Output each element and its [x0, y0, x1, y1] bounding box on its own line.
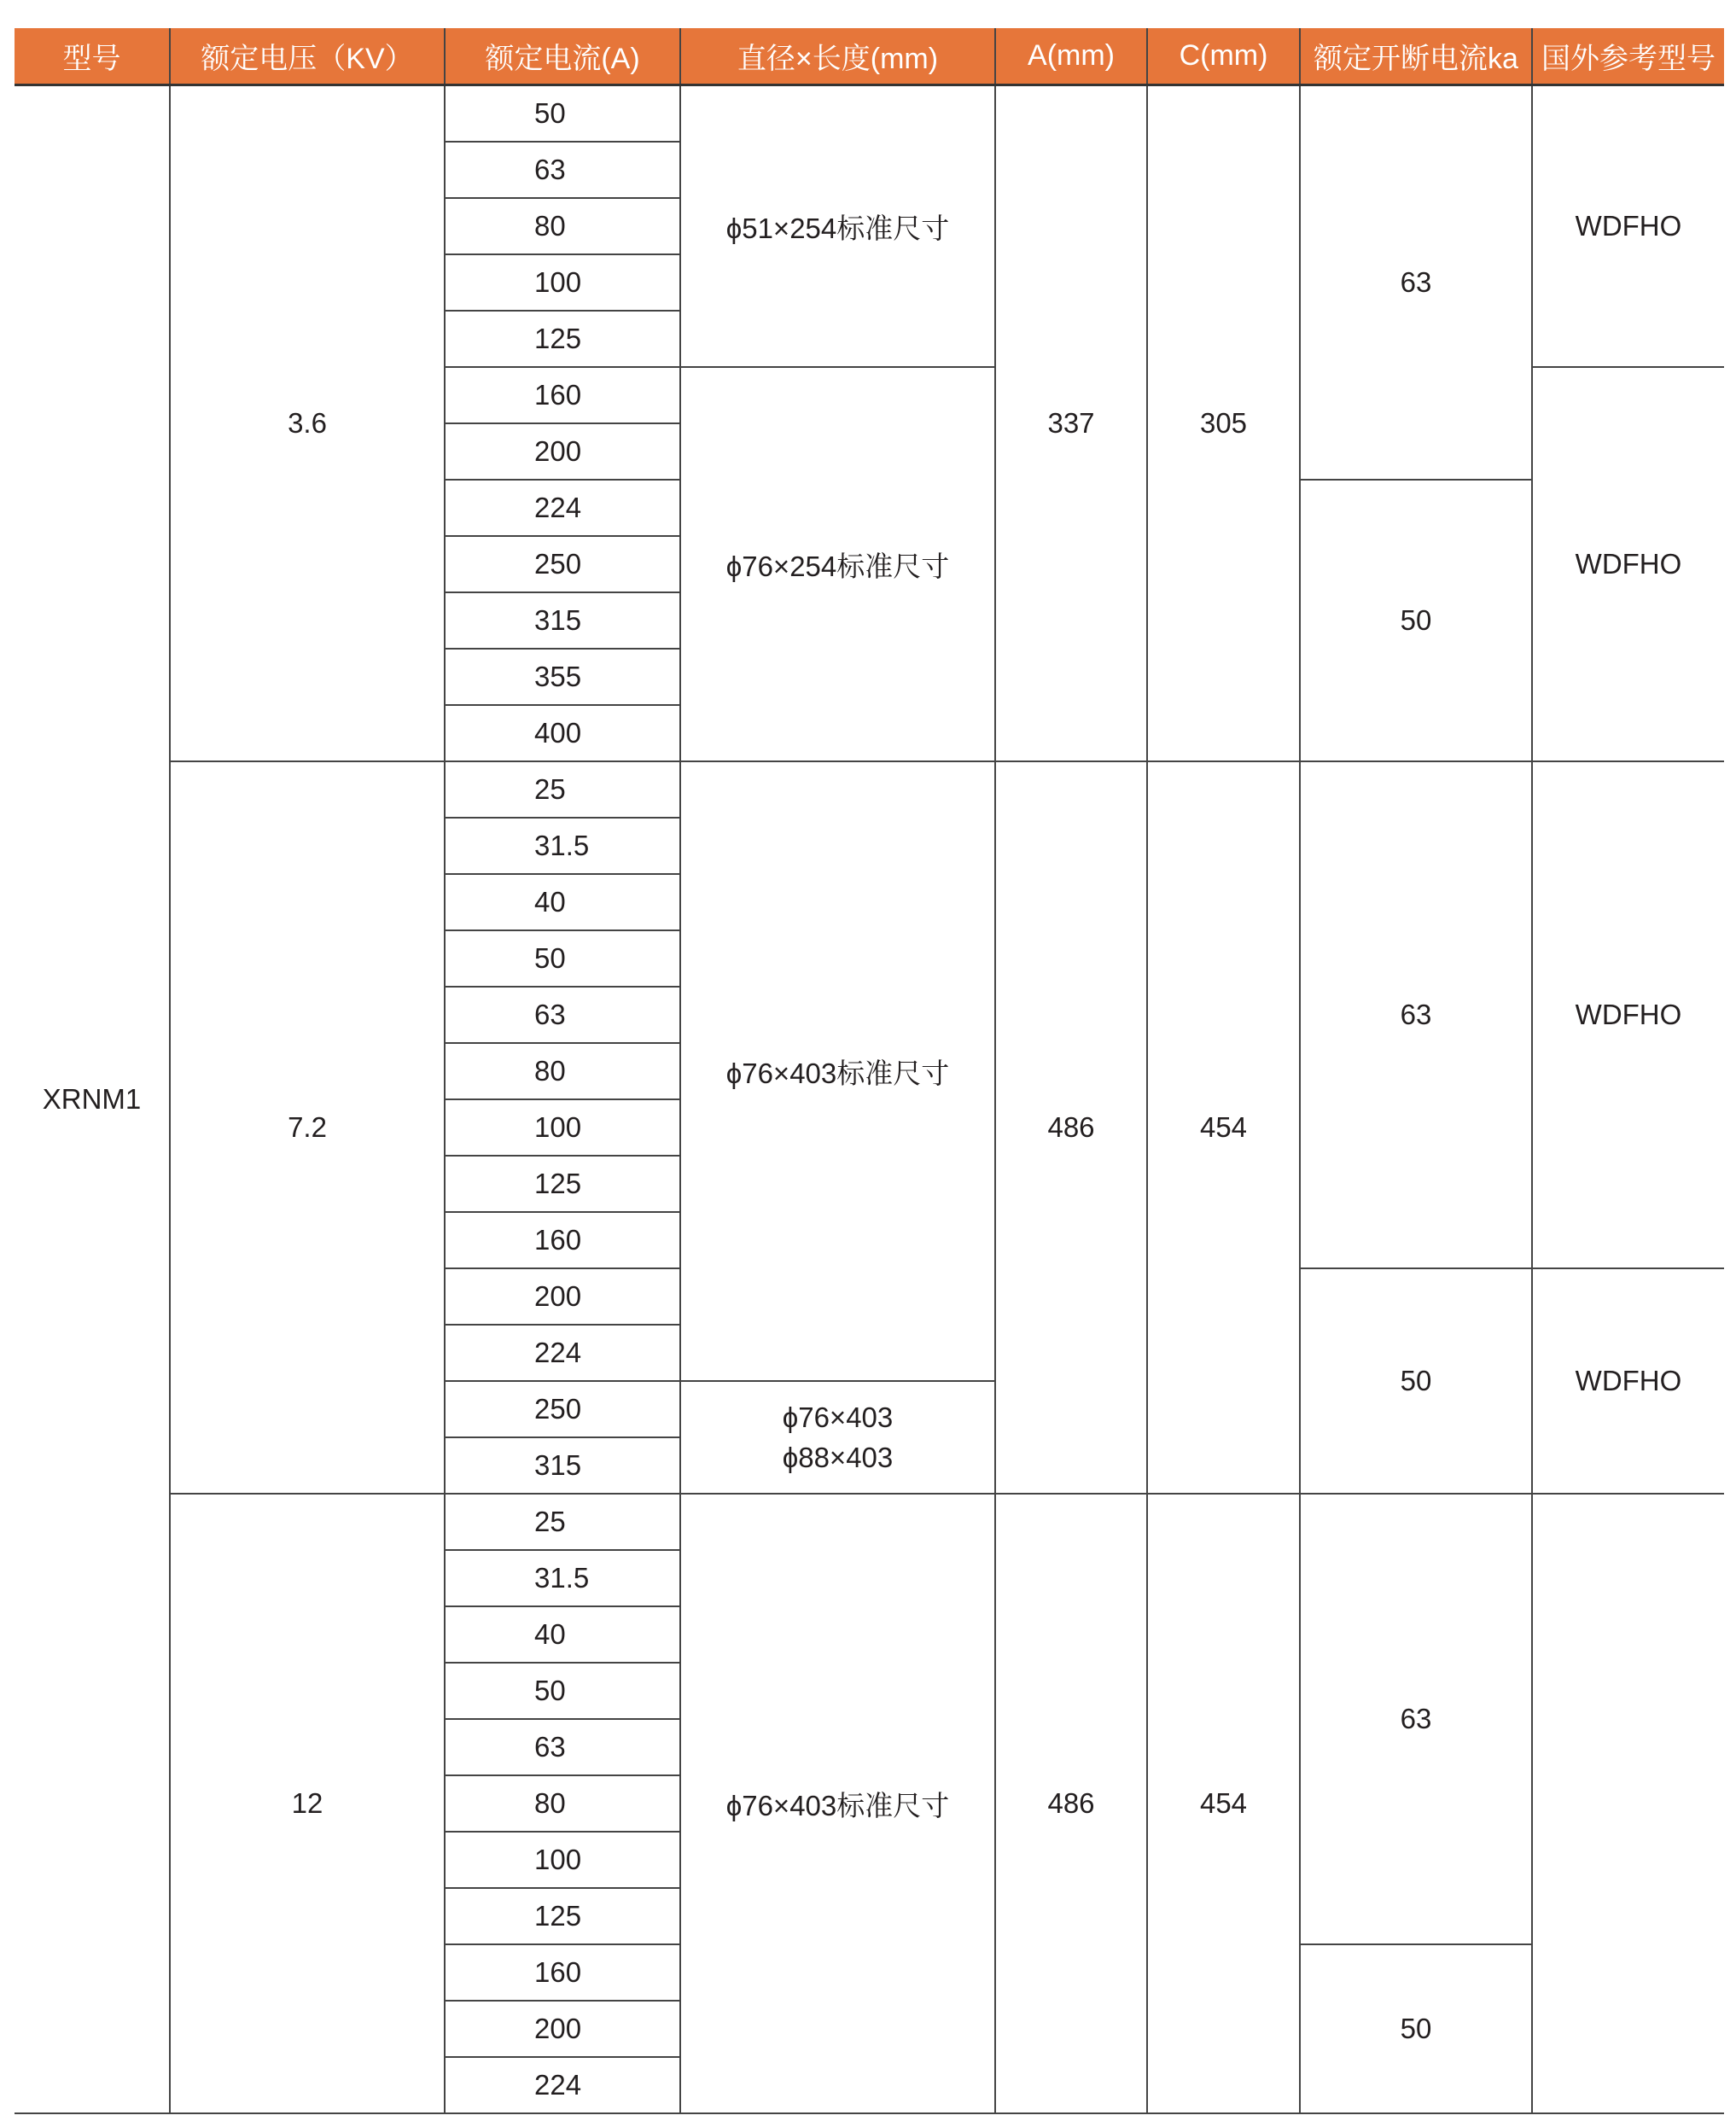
- current-cell: 200: [445, 2001, 680, 2057]
- header-c-mm: C(mm): [1147, 28, 1300, 85]
- foreign-ref-cell: WDFHO: [1532, 1268, 1724, 1494]
- current-cell: 63: [445, 1719, 680, 1775]
- current-cell: 50: [445, 1663, 680, 1719]
- table-row: [15, 1494, 1724, 1550]
- current-cell: 63: [445, 142, 680, 198]
- model-cell: XRNM1: [15, 85, 170, 2114]
- fuse-spec-sheet: [15, 28, 1724, 2114]
- current-cell: 80: [445, 198, 680, 254]
- voltage-cell: 12: [170, 1494, 445, 2113]
- breaking-current-cell: 63: [1300, 761, 1532, 1268]
- foreign-ref-cell: WDFHO: [1532, 367, 1724, 761]
- current-cell: 224: [445, 480, 680, 536]
- current-cell: 40: [445, 874, 680, 930]
- header-current: 额定电流(A): [445, 28, 680, 85]
- header-dimensions: 直径×长度(mm): [680, 28, 995, 85]
- current-cell: 250: [445, 536, 680, 592]
- current-cell: 80: [445, 1043, 680, 1099]
- c-mm-cell: 305: [1147, 85, 1300, 762]
- breaking-current-cell: 63: [1300, 1494, 1532, 1944]
- dimension-line: ϕ88×403: [782, 1442, 894, 1473]
- voltage-cell: 7.2: [170, 761, 445, 1494]
- foreign-ref-cell: WDFHO: [1532, 85, 1724, 368]
- current-cell: 50: [445, 930, 680, 987]
- current-cell: 31.5: [445, 818, 680, 874]
- dimension-cell: ϕ76×403标准尺寸: [680, 1494, 995, 2113]
- current-cell: 63: [445, 987, 680, 1043]
- current-cell: 31.5: [445, 1550, 680, 1606]
- foreign-ref-cell: WDFHO: [1532, 761, 1724, 1268]
- header-row: [15, 28, 1724, 85]
- current-cell: 250: [445, 1381, 680, 1437]
- current-cell: 355: [445, 649, 680, 705]
- header-model: 型号: [15, 28, 170, 85]
- header-foreign-ref: 国外参考型号: [1532, 28, 1724, 85]
- foreign-ref-cell: [1532, 1494, 1724, 2113]
- c-mm-cell: 454: [1147, 1494, 1300, 2113]
- dimension-cell: ϕ76×403标准尺寸: [680, 761, 995, 1381]
- table-row: [15, 761, 1724, 818]
- current-cell: 125: [445, 1156, 680, 1212]
- a-mm-cell: 337: [995, 85, 1147, 762]
- current-cell: 25: [445, 761, 680, 818]
- current-cell: 80: [445, 1775, 680, 1832]
- header-voltage: 额定电压（KV）: [170, 28, 445, 85]
- breaking-current-cell: 50: [1300, 1268, 1532, 1494]
- dimension-cell: ϕ76×254标准尺寸: [680, 367, 995, 761]
- current-cell: 315: [445, 1437, 680, 1494]
- dimension-line: ϕ76×403: [782, 1401, 894, 1433]
- breaking-current-cell: 63: [1300, 85, 1532, 481]
- current-cell: 100: [445, 1099, 680, 1156]
- current-cell: 160: [445, 1212, 680, 1268]
- breaking-current-cell: 50: [1300, 480, 1532, 761]
- a-mm-cell: 486: [995, 761, 1147, 1494]
- dimension-cell: [680, 1381, 995, 1494]
- current-cell: 160: [445, 367, 680, 423]
- current-cell: 50: [445, 85, 680, 143]
- current-cell: 125: [445, 311, 680, 367]
- current-cell: 25: [445, 1494, 680, 1550]
- current-cell: 400: [445, 705, 680, 761]
- current-cell: 315: [445, 592, 680, 649]
- table-row: [15, 85, 1724, 143]
- current-cell: 125: [445, 1888, 680, 1944]
- header-a-mm: A(mm): [995, 28, 1147, 85]
- current-cell: 200: [445, 1268, 680, 1325]
- a-mm-cell: 486: [995, 1494, 1147, 2113]
- c-mm-cell: 454: [1147, 761, 1300, 1494]
- breaking-current-cell: 50: [1300, 1944, 1532, 2113]
- dimension-cell: ϕ51×254标准尺寸: [680, 85, 995, 368]
- current-cell: 224: [445, 1325, 680, 1381]
- current-cell: 100: [445, 254, 680, 311]
- header-breaking-current: 额定开断电流ka: [1300, 28, 1532, 85]
- current-cell: 40: [445, 1606, 680, 1663]
- current-cell: 100: [445, 1832, 680, 1888]
- fuse-spec-table: [15, 28, 1724, 2114]
- current-cell: 160: [445, 1944, 680, 2001]
- current-cell: 200: [445, 423, 680, 480]
- voltage-cell: 3.6: [170, 85, 445, 762]
- current-cell: 224: [445, 2057, 680, 2113]
